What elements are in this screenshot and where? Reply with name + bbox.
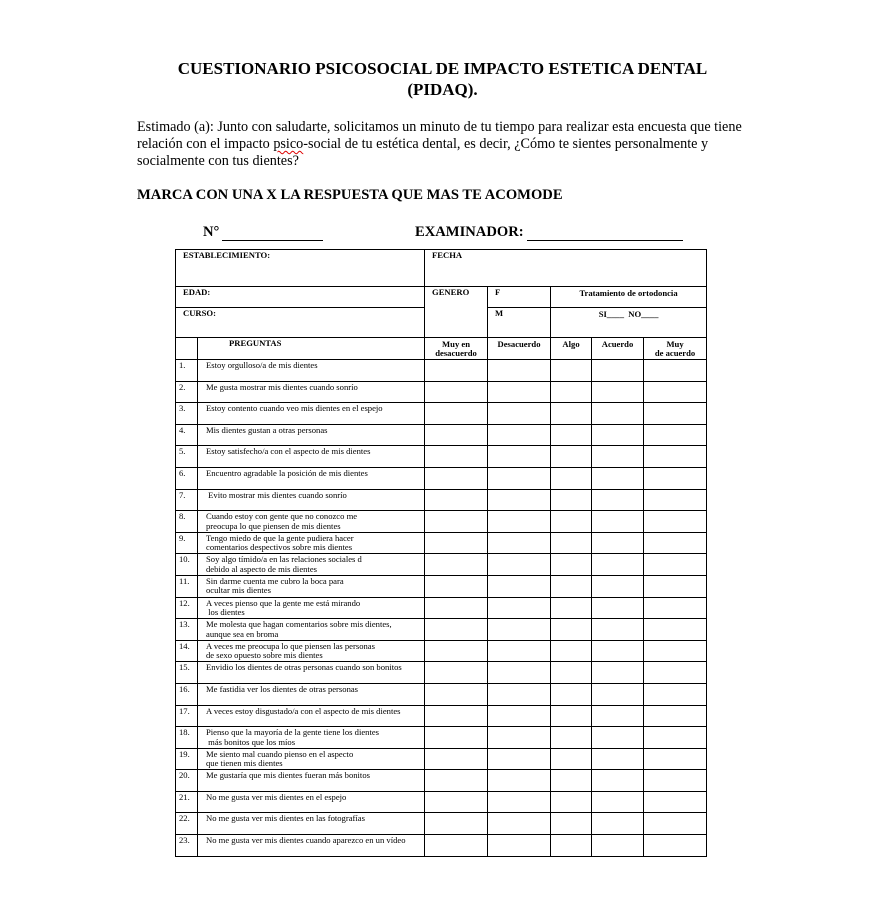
question-text: Me gusta mostrar mis dientes cuando sonrío xyxy=(198,381,425,403)
answer-cell-scale-2[interactable] xyxy=(488,705,551,727)
treatment-label: Tratamiento de ortodoncia xyxy=(579,288,678,298)
question-row xyxy=(176,532,707,554)
questions-header-row xyxy=(176,338,707,360)
answer-cell-scale-3[interactable] xyxy=(551,424,592,446)
answer-cell-scale-1[interactable] xyxy=(425,727,488,749)
spellcheck-flagged-word[interactable]: psico xyxy=(273,136,304,152)
question-row xyxy=(176,683,707,705)
answer-cell-scale-3[interactable] xyxy=(551,489,592,511)
answer-cell-scale-3[interactable] xyxy=(551,640,592,662)
answer-cell-scale-4[interactable] xyxy=(592,640,644,662)
answer-cell-scale-5[interactable] xyxy=(644,619,707,641)
answer-cell-scale-2[interactable] xyxy=(488,770,551,792)
answer-cell-scale-2[interactable] xyxy=(488,835,551,857)
age-field[interactable] xyxy=(176,287,425,308)
question-number: 5. xyxy=(176,446,198,468)
answer-cell-scale-3[interactable] xyxy=(551,683,592,705)
question-number: 8. xyxy=(176,511,198,533)
question-row xyxy=(176,403,707,425)
answer-cell-scale-3[interactable] xyxy=(551,727,592,749)
answer-cell-scale-2[interactable] xyxy=(488,489,551,511)
question-text: Cuando estoy con gente que no conozco me preocupa lo que piensen de mis dientes xyxy=(198,511,425,533)
answer-cell-scale-1[interactable] xyxy=(425,532,488,554)
answer-cell-scale-1[interactable] xyxy=(425,813,488,835)
answer-cell-scale-4[interactable] xyxy=(592,683,644,705)
question-number: 21. xyxy=(176,791,198,813)
question-row xyxy=(176,619,707,641)
course-field[interactable] xyxy=(176,308,425,338)
answer-cell-scale-4[interactable] xyxy=(592,446,644,468)
question-number: 3. xyxy=(176,403,198,425)
treatment-cell xyxy=(551,287,707,308)
answer-cell-scale-3[interactable] xyxy=(551,705,592,727)
intro-text-1: Estimado (a): Junto con saludarte, solicitamos un minuto de tu tiempo para realizar esta encuesta que tiene relación con el impacto xyxy=(137,119,742,152)
intro-text-2: -social de tu estética dental, es decir, ¿Cómo te sientes personalmente y socialmente con tus dientes? xyxy=(137,136,709,169)
answer-cell-scale-5[interactable] xyxy=(644,683,707,705)
answer-cell-scale-1[interactable] xyxy=(425,403,488,425)
answer-cell-scale-5[interactable] xyxy=(644,770,707,792)
answer-cell-scale-5[interactable] xyxy=(644,835,707,857)
answer-cell-scale-4[interactable] xyxy=(592,511,644,533)
answer-cell-scale-2[interactable] xyxy=(488,403,551,425)
female-label: F xyxy=(495,287,501,297)
answer-cell-scale-2[interactable] xyxy=(488,791,551,813)
answer-cell-scale-4[interactable] xyxy=(592,813,644,835)
answer-cell-scale-1[interactable] xyxy=(425,597,488,619)
answer-cell-scale-5[interactable] xyxy=(644,705,707,727)
answer-cell-scale-4[interactable] xyxy=(592,791,644,813)
question-row xyxy=(176,511,707,533)
examiner-label: EXAMINADOR: xyxy=(415,224,524,240)
question-number: 22. xyxy=(176,813,198,835)
question-text: Me fastidia ver los dientes de otras personas xyxy=(198,683,425,705)
answer-cell-scale-5[interactable] xyxy=(644,597,707,619)
header-scale-2: Desacuerdo xyxy=(488,338,551,360)
survey-table xyxy=(175,249,707,857)
answer-cell-scale-3[interactable] xyxy=(551,748,592,770)
treatment-options-cell[interactable] xyxy=(551,308,707,338)
question-number: 13. xyxy=(176,619,198,641)
answer-cell-scale-4[interactable] xyxy=(592,381,644,403)
answer-cell-scale-1[interactable] xyxy=(425,467,488,489)
date-label: FECHA xyxy=(432,250,463,260)
question-row xyxy=(176,727,707,749)
question-number: 12. xyxy=(176,597,198,619)
answer-cell-scale-4[interactable] xyxy=(592,403,644,425)
answer-cell-scale-3[interactable] xyxy=(551,532,592,554)
answer-cell-scale-3[interactable] xyxy=(551,770,592,792)
answer-cell-scale-3[interactable] xyxy=(551,619,592,641)
intro-paragraph xyxy=(137,119,749,170)
question-number: 20. xyxy=(176,770,198,792)
question-number: 10. xyxy=(176,554,198,576)
question-number: 4. xyxy=(176,424,198,446)
question-row xyxy=(176,424,707,446)
instruction-heading: MARCA CON UNA X LA RESPUESTA QUE MAS TE ACOMODE xyxy=(137,187,563,203)
answer-cell-scale-4[interactable] xyxy=(592,597,644,619)
answer-cell-scale-4[interactable] xyxy=(592,770,644,792)
question-number: 2. xyxy=(176,381,198,403)
answer-cell-scale-1[interactable] xyxy=(425,446,488,468)
question-row xyxy=(176,446,707,468)
header-scale-1: Muy en desacuerdo xyxy=(425,338,488,360)
question-row xyxy=(176,640,707,662)
question-text: Envidio los dientes de otras personas cuando son bonitos xyxy=(198,662,425,684)
question-number: 18. xyxy=(176,727,198,749)
answer-cell-scale-2[interactable] xyxy=(488,619,551,641)
answer-cell-scale-5[interactable] xyxy=(644,791,707,813)
date-field[interactable] xyxy=(425,250,707,287)
examiner-blank-line[interactable] xyxy=(527,240,683,241)
answer-cell-scale-4[interactable] xyxy=(592,748,644,770)
question-row xyxy=(176,705,707,727)
answer-cell-scale-3[interactable] xyxy=(551,360,592,382)
answer-cell-scale-5[interactable] xyxy=(644,403,707,425)
answer-cell-scale-5[interactable] xyxy=(644,467,707,489)
question-text: Encuentro agradable la posición de mis dientes xyxy=(198,467,425,489)
question-text: A veces me preocupa lo que piensen las personas de sexo opuesto sobre mis dientes xyxy=(198,640,425,662)
question-text: Sin darme cuenta me cubro la boca para ocultar mis dientes xyxy=(198,575,425,597)
answer-cell-scale-5[interactable] xyxy=(644,813,707,835)
establishment-label: ESTABLECIMIENTO: xyxy=(183,250,271,260)
answer-cell-scale-4[interactable] xyxy=(592,467,644,489)
question-number: 9. xyxy=(176,532,198,554)
answer-cell-scale-1[interactable] xyxy=(425,360,488,382)
header-number-cell xyxy=(176,338,198,360)
question-text: Me siento mal cuando pienso en el aspecto que tienen mis dientes xyxy=(198,748,425,770)
gender-cell xyxy=(425,287,488,338)
answer-cell-scale-4[interactable] xyxy=(592,554,644,576)
answer-cell-scale-1[interactable] xyxy=(425,640,488,662)
question-text: Tengo miedo de que la gente pudiera hacer comentarios despectivos sobre mis dientes xyxy=(198,532,425,554)
answer-cell-scale-5[interactable] xyxy=(644,662,707,684)
document-title xyxy=(0,58,885,100)
answer-cell-scale-3[interactable] xyxy=(551,554,592,576)
question-number: 19. xyxy=(176,748,198,770)
answer-cell-scale-1[interactable] xyxy=(425,835,488,857)
questions-header-label: PREGUNTAS xyxy=(229,338,282,348)
answer-cell-scale-3[interactable] xyxy=(551,381,592,403)
question-row xyxy=(176,770,707,792)
question-row xyxy=(176,791,707,813)
answer-cell-scale-4[interactable] xyxy=(592,705,644,727)
answer-cell-scale-2[interactable] xyxy=(488,813,551,835)
question-row xyxy=(176,748,707,770)
question-text: No me gusta ver mis dientes en el espejo xyxy=(198,791,425,813)
question-number: 1. xyxy=(176,360,198,382)
answer-cell-scale-4[interactable] xyxy=(592,727,644,749)
question-row xyxy=(176,575,707,597)
answer-cell-scale-1[interactable] xyxy=(425,575,488,597)
answer-cell-scale-2[interactable] xyxy=(488,683,551,705)
answer-cell-scale-2[interactable] xyxy=(488,446,551,468)
answer-cell-scale-5[interactable] xyxy=(644,554,707,576)
male-label: M xyxy=(495,308,504,318)
question-row xyxy=(176,662,707,684)
answer-cell-scale-1[interactable] xyxy=(425,554,488,576)
answer-cell-scale-1[interactable] xyxy=(425,791,488,813)
answer-cell-scale-4[interactable] xyxy=(592,424,644,446)
treatment-options: SI____ NO____ xyxy=(598,309,659,319)
answer-cell-scale-3[interactable] xyxy=(551,511,592,533)
answer-cell-scale-2[interactable] xyxy=(488,640,551,662)
answer-cell-scale-1[interactable] xyxy=(425,489,488,511)
question-row xyxy=(176,554,707,576)
answer-cell-scale-3[interactable] xyxy=(551,467,592,489)
answer-cell-scale-3[interactable] xyxy=(551,835,592,857)
question-number: 7. xyxy=(176,489,198,511)
answer-cell-scale-1[interactable] xyxy=(425,511,488,533)
answer-cell-scale-3[interactable] xyxy=(551,597,592,619)
title-line-2: (PIDAQ). xyxy=(407,80,478,99)
question-text: Mis dientes gustan a otras personas xyxy=(198,424,425,446)
answer-cell-scale-2[interactable] xyxy=(488,662,551,684)
question-text: No me gusta ver mis dientes cuando aparezco en un vídeo xyxy=(198,835,425,857)
answer-cell-scale-1[interactable] xyxy=(425,424,488,446)
header-scale-4: Acuerdo xyxy=(592,338,644,360)
number-label: N° xyxy=(203,224,220,240)
answer-cell-scale-5[interactable] xyxy=(644,381,707,403)
question-text: Pienso que la mayoría de la gente tiene los dientes más bonitos que los míos xyxy=(198,727,425,749)
course-label: CURSO: xyxy=(183,308,216,318)
answer-cell-scale-1[interactable] xyxy=(425,683,488,705)
answer-cell-scale-2[interactable] xyxy=(488,381,551,403)
question-text: A veces estoy disgustado/a con el aspecto de mis dientes xyxy=(198,705,425,727)
question-row xyxy=(176,835,707,857)
answer-cell-scale-4[interactable] xyxy=(592,360,644,382)
gender-female-cell[interactable] xyxy=(488,287,551,308)
answer-cell-scale-4[interactable] xyxy=(592,532,644,554)
answer-cell-scale-1[interactable] xyxy=(425,705,488,727)
answer-cell-scale-5[interactable] xyxy=(644,748,707,770)
answer-cell-scale-5[interactable] xyxy=(644,575,707,597)
question-text: Me molesta que hagan comentarios sobre mis dientes, aunque sea en broma xyxy=(198,619,425,641)
answer-cell-scale-2[interactable] xyxy=(488,748,551,770)
question-text: Estoy orgulloso/a de mis dientes xyxy=(198,360,425,382)
question-row xyxy=(176,813,707,835)
answer-cell-scale-3[interactable] xyxy=(551,813,592,835)
answer-cell-scale-2[interactable] xyxy=(488,511,551,533)
answer-cell-scale-1[interactable] xyxy=(425,662,488,684)
question-text: Estoy satisfecho/a con el aspecto de mis dientes xyxy=(198,446,425,468)
question-text: Soy algo tímido/a en las relaciones sociales d debido al aspecto de mis dientes xyxy=(198,554,425,576)
question-text: Estoy contento cuando veo mis dientes en el espejo xyxy=(198,403,425,425)
answer-cell-scale-2[interactable] xyxy=(488,597,551,619)
answer-cell-scale-2[interactable] xyxy=(488,554,551,576)
question-number: 23. xyxy=(176,835,198,857)
question-number: 15. xyxy=(176,662,198,684)
answer-cell-scale-5[interactable] xyxy=(644,640,707,662)
gender-label: GENERO xyxy=(432,287,470,297)
answer-cell-scale-5[interactable] xyxy=(644,511,707,533)
question-number: 11. xyxy=(176,575,198,597)
establishment-field[interactable] xyxy=(176,250,425,287)
answer-cell-scale-4[interactable] xyxy=(592,662,644,684)
answer-cell-scale-3[interactable] xyxy=(551,446,592,468)
question-number: 16. xyxy=(176,683,198,705)
question-number: 17. xyxy=(176,705,198,727)
answer-cell-scale-1[interactable] xyxy=(425,770,488,792)
answer-cell-scale-5[interactable] xyxy=(644,727,707,749)
answer-cell-scale-1[interactable] xyxy=(425,619,488,641)
header-scale-5: Muy de acuerdo xyxy=(644,338,707,360)
question-text: A veces pienso que la gente me está mirando los dientes xyxy=(198,597,425,619)
answer-cell-scale-5[interactable] xyxy=(644,424,707,446)
answer-cell-scale-5[interactable] xyxy=(644,532,707,554)
title-line-1: CUESTIONARIO PSICOSOCIAL DE IMPACTO ESTETICA DENTAL xyxy=(177,59,708,78)
answer-cell-scale-2[interactable] xyxy=(488,467,551,489)
answer-cell-scale-2[interactable] xyxy=(488,532,551,554)
answer-cell-scale-2[interactable] xyxy=(488,360,551,382)
header-scale-3: Algo xyxy=(551,338,592,360)
answer-cell-scale-5[interactable] xyxy=(644,446,707,468)
answer-cell-scale-2[interactable] xyxy=(488,575,551,597)
question-row xyxy=(176,467,707,489)
age-label: EDAD: xyxy=(183,287,211,297)
question-row xyxy=(176,381,707,403)
question-number: 14. xyxy=(176,640,198,662)
answer-cell-scale-4[interactable] xyxy=(592,619,644,641)
question-text: Me gustaría que mis dientes fueran más bonitos xyxy=(198,770,425,792)
gender-male-cell[interactable] xyxy=(488,308,551,338)
number-blank-line[interactable] xyxy=(222,240,323,241)
question-text: Evito mostrar mis dientes cuando sonrío xyxy=(198,489,425,511)
answer-cell-scale-5[interactable] xyxy=(644,360,707,382)
answer-cell-scale-1[interactable] xyxy=(425,381,488,403)
answer-cell-scale-2[interactable] xyxy=(488,727,551,749)
answer-cell-scale-2[interactable] xyxy=(488,424,551,446)
answer-cell-scale-3[interactable] xyxy=(551,662,592,684)
header-questions-cell xyxy=(198,338,425,360)
answer-cell-scale-4[interactable] xyxy=(592,489,644,511)
question-text: No me gusta ver mis dientes en las fotografías xyxy=(198,813,425,835)
answer-cell-scale-4[interactable] xyxy=(592,575,644,597)
answer-cell-scale-3[interactable] xyxy=(551,791,592,813)
answer-cell-scale-1[interactable] xyxy=(425,748,488,770)
answer-cell-scale-3[interactable] xyxy=(551,403,592,425)
answer-cell-scale-4[interactable] xyxy=(592,835,644,857)
question-number: 6. xyxy=(176,467,198,489)
answer-cell-scale-3[interactable] xyxy=(551,575,592,597)
question-row xyxy=(176,489,707,511)
question-row xyxy=(176,360,707,382)
answer-cell-scale-5[interactable] xyxy=(644,489,707,511)
question-row xyxy=(176,597,707,619)
